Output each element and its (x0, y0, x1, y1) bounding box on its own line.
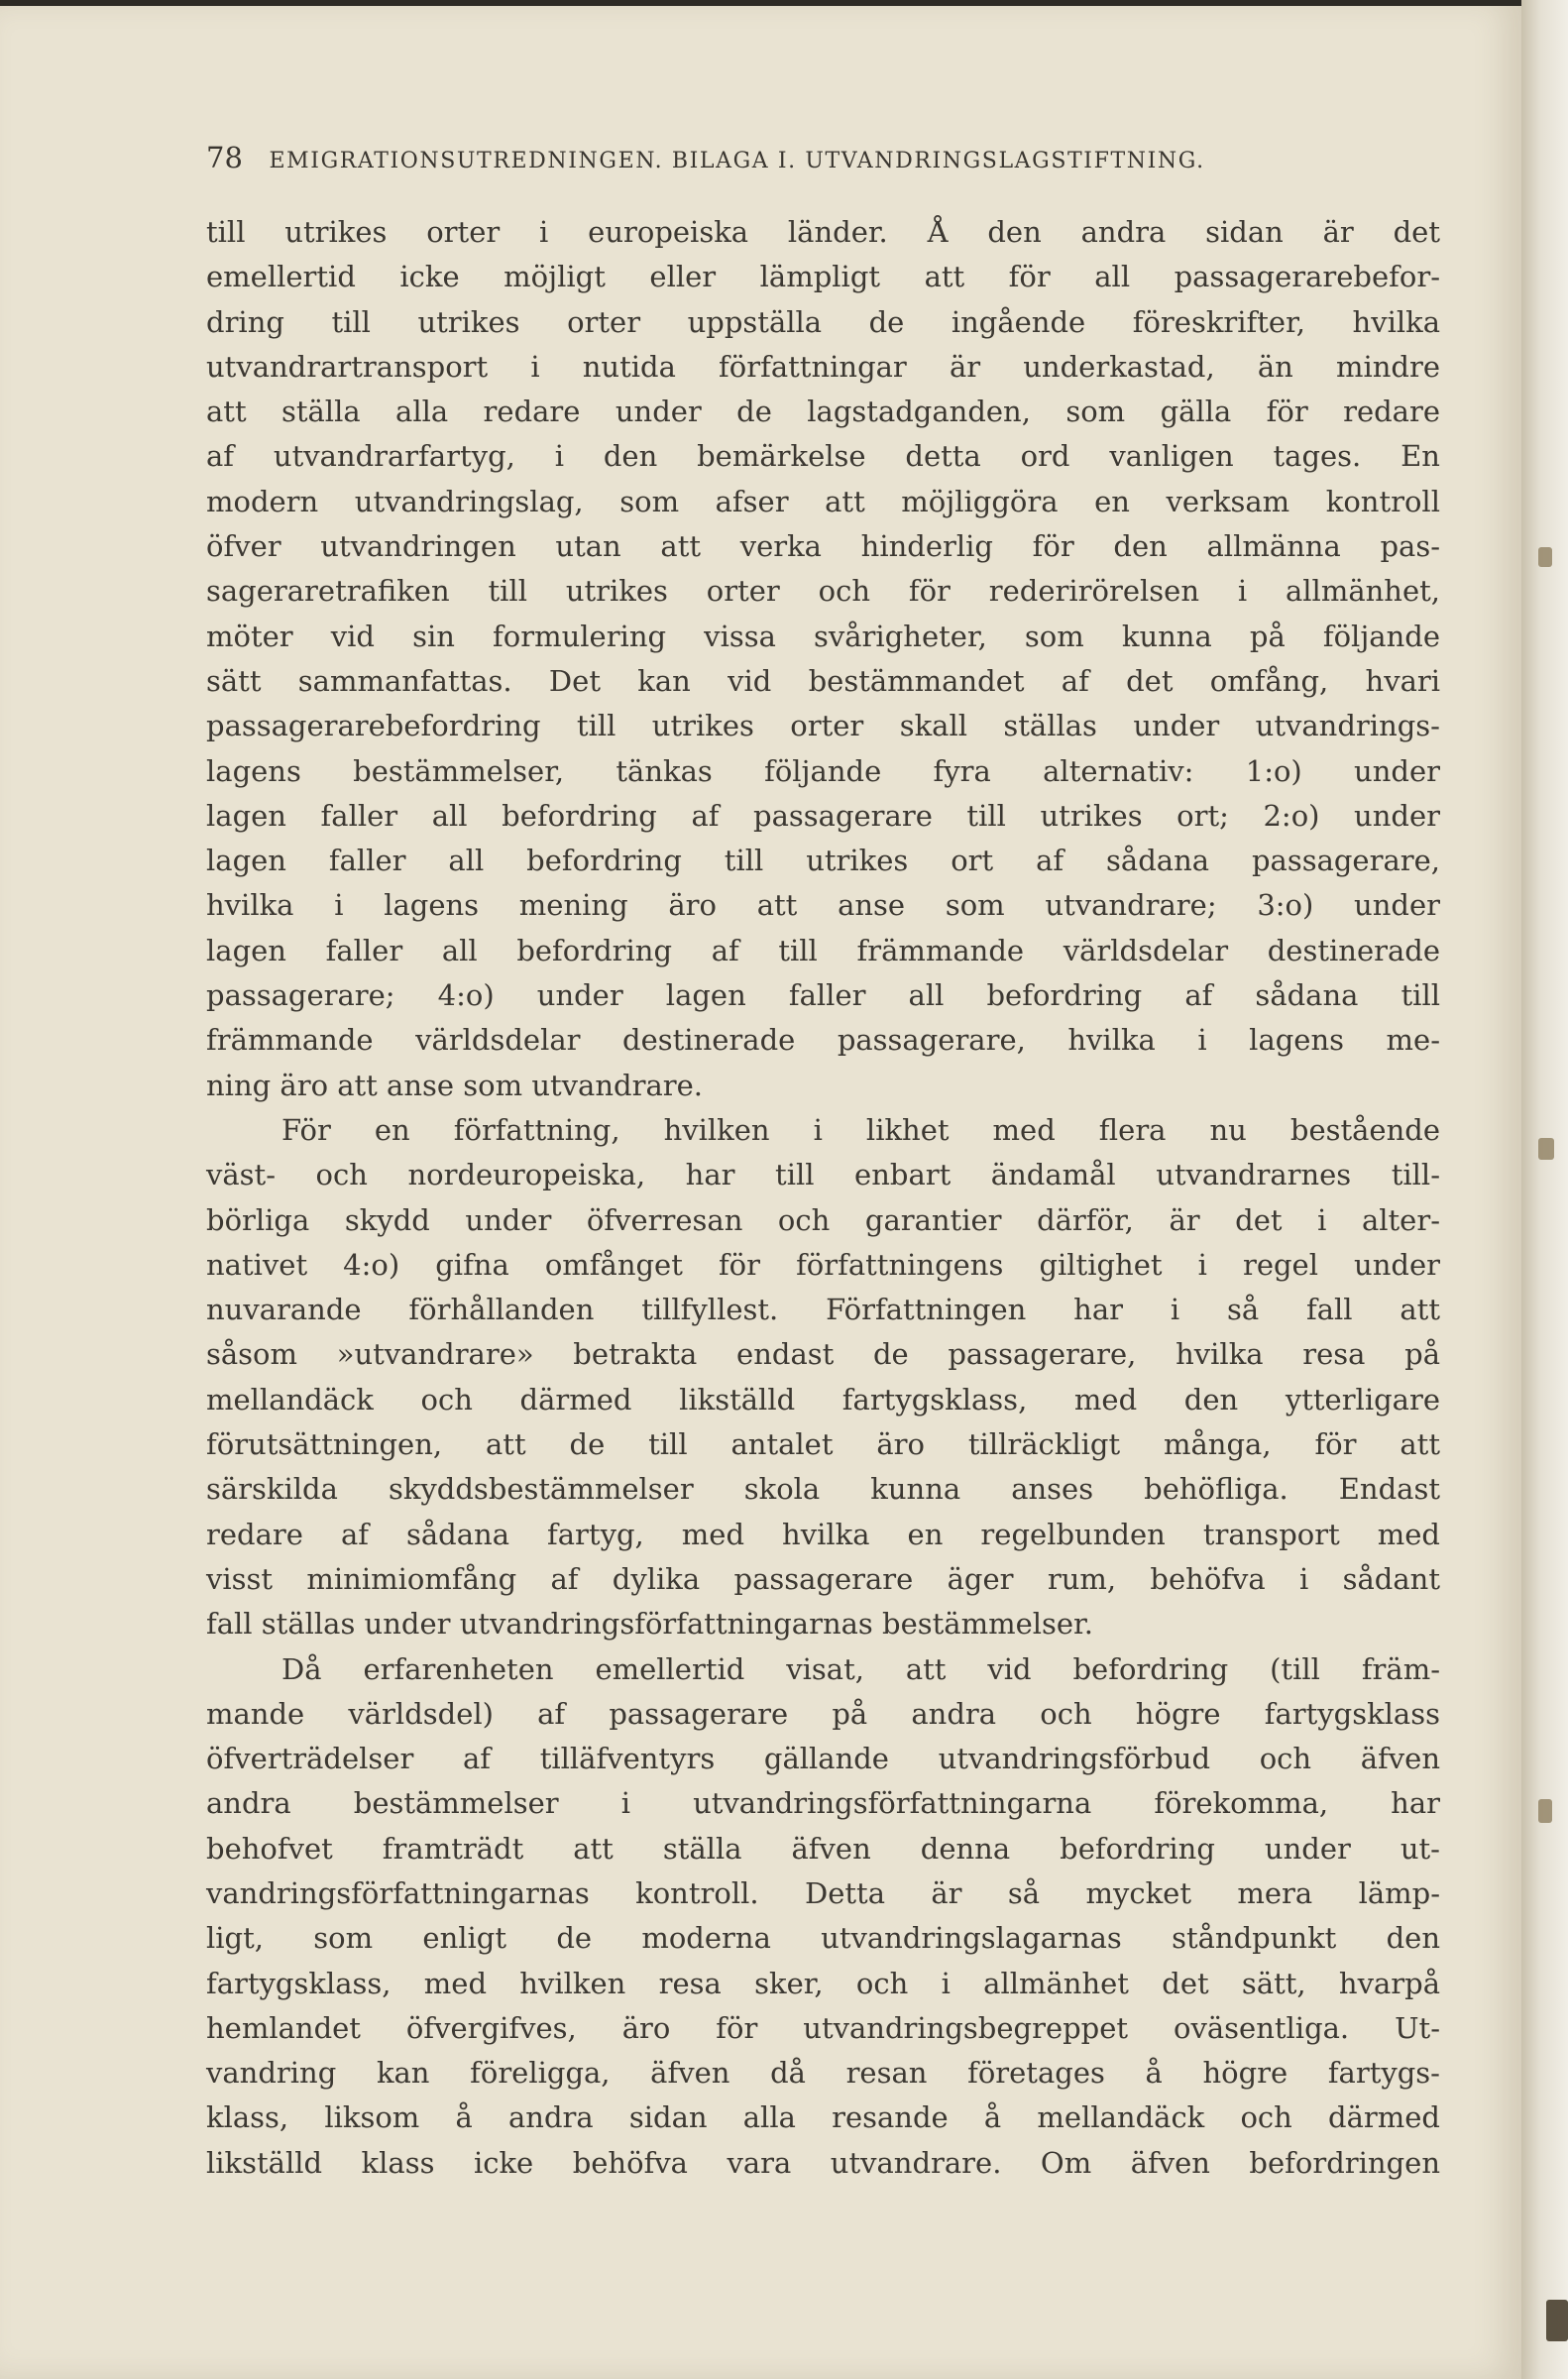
text-line: utvandrartransport i nutida författningar är underkastad, än mindre (206, 349, 1440, 384)
text-line: Då erfarenheten emellertid visat, att vid befordring (till främ- (281, 1651, 1440, 1686)
text-line: lagen faller all befordring af till främmande världsdelar destinerade (206, 933, 1440, 967)
text-line: förutsättningen, att de till antalet äro tillräckligt många, för att (206, 1427, 1440, 1462)
text-line: hvilka i lagens mening äro att anse som utvandrare; 3:o) under (206, 888, 1440, 923)
text-line: lagens bestämmelser, tänkas följande fyra alternativ: 1:o) under (206, 753, 1440, 788)
text-line: särskilda skyddsbestämmelser skola kunna anses behöfliga. Endast (206, 1472, 1440, 1507)
text-line: möter vid sin formulering vissa svårigheter, som kunna på följande (206, 619, 1440, 653)
text-line: hemlandet öfvergifves, äro för utvandringsbegreppet oväsentliga. Ut- (206, 2010, 1440, 2045)
text-line: mande världsdel) af passagerare på andra och högre fartygsklass (206, 1696, 1440, 1731)
text-line: visst minimiomfång af dylika passagerare äger rum, behöfva i sådant (206, 1561, 1440, 1596)
adjacent-page-edge (1521, 0, 1568, 2379)
text-line: nuvarande förhållanden tillfyllest. Författningen har i så fall att (206, 1293, 1440, 1327)
text-line: börliga skydd under öfverresan och garantier därför, är det i alter- (206, 1202, 1440, 1237)
edge-mark (1538, 1799, 1552, 1823)
text-line: mellandäck och därmed likställd fartygsklass, med den ytterligare (206, 1382, 1440, 1416)
text-line: redare af sådana fartyg, med hvilka en regelbunden transport med (206, 1517, 1440, 1551)
page-number: 78 (206, 141, 243, 174)
text-line: passagerarebefordring till utrikes orter skall ställas under utvandrings- (206, 709, 1440, 743)
text-line: sageraretrafiken till utrikes orter och för rederirörelsen i allmänhet, (206, 574, 1440, 609)
text-line: dring till utrikes orter uppställa de ingående föreskrifter, hvilka (206, 304, 1440, 339)
text-line: fall ställas under utvandringsförfattningarnas bestämmelser. (206, 1607, 1093, 1642)
text-line: såsom »utvandrare» betrakta endast de passagerare, hvilka resa på (206, 1337, 1440, 1372)
text-line: vandring kan föreligga, äfven då resan företages å högre fartygs- (206, 2056, 1440, 2091)
text-line: nativet 4:o) gifna omfånget för författningens giltighet i regel under (206, 1247, 1440, 1282)
text-line: behofvet framträdt att ställa äfven denna befordring under ut- (206, 1831, 1440, 1866)
text-line: För en författning, hvilken i likhet med flera nu bestående (281, 1112, 1440, 1147)
text-line: öfverträdelser af tilläfventyrs gällande utvandringsförbud och äfven (206, 1742, 1440, 1776)
text-line: klass, liksom å andra sidan alla resande å mellandäck och därmed (206, 2100, 1440, 2135)
text-line: ning äro att anse som utvandrare. (206, 1068, 703, 1102)
text-line: öfver utvandringen utan att verka hinderlig för den allmänna pas- (206, 529, 1440, 564)
text-line: andra bestämmelser i utvandringsförfattningarna förekomma, har (206, 1786, 1440, 1821)
body-text (206, 210, 1440, 2186)
running-title: EMIGRATIONSUTREDNINGEN. BILAGA I. UTVANDRINGSLAGSTIFTNING. (269, 149, 1205, 173)
text-line: lagen faller all befordring af passagerare till utrikes ort; 2:o) under (206, 798, 1440, 833)
text-line: att ställa alla redare under de lagstadganden, som gälla för redare (206, 395, 1440, 429)
text-line: vandringsförfattningarnas kontroll. Detta är så mycket mera lämp- (206, 1875, 1440, 1910)
text-line: modern utvandringslag, som afser att möjliggöra en verksam kontroll (206, 484, 1440, 518)
text-line: fartygsklass, med hvilken resa sker, och i allmänhet det sätt, hvarpå (206, 1966, 1440, 2000)
running-header (206, 141, 1435, 176)
edge-mark (1538, 1138, 1554, 1160)
text-line: passagerare; 4:o) under lagen faller all befordring af sådana till (206, 978, 1440, 1013)
text-line: ligt, som enligt de moderna utvandringslagarnas ståndpunkt den (206, 1921, 1440, 1956)
edge-mark (1546, 2300, 1568, 2341)
text-line: likställd klass icke behöfva vara utvandrare. Om äfven befordringen (206, 2145, 1440, 2180)
text-line: lagen faller all befordring till utrikes ort af sådana passagerare, (206, 844, 1440, 878)
text-line: af utvandrarfartyg, i den bemärkelse detta ord vanligen tages. En (206, 439, 1440, 474)
edge-mark (1538, 547, 1552, 567)
text-line: väst- och nordeuropeiska, har till enbart ändamål utvandrarnes till- (206, 1158, 1440, 1192)
text-line: främmande världsdelar destinerade passagerare, hvilka i lagens me- (206, 1023, 1440, 1058)
top-rule (0, 0, 1521, 6)
text-line: till utrikes orter i europeiska länder. Å den andra sidan är det (206, 215, 1440, 249)
text-line: sätt sammanfattas. Det kan vid bestämmandet af det omfång, hvari (206, 663, 1440, 698)
text-line: emellertid icke möjligt eller lämpligt att för all passagerarebefor- (206, 260, 1440, 294)
